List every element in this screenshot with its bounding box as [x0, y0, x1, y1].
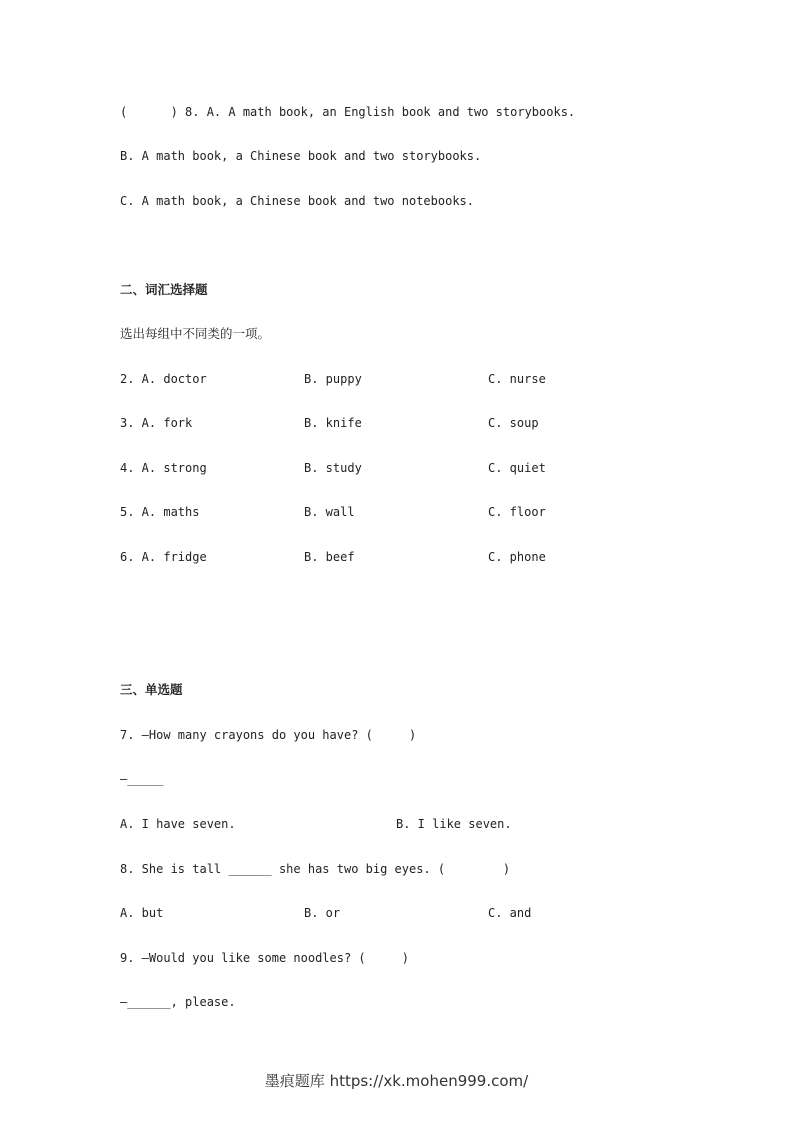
question-8-option-a: ( ) 8. A. A math book, an English book and two storybooks. — [120, 105, 576, 119]
option-c: C. quiet — [488, 461, 546, 475]
question-8-option-b: B. A math book, a Chinese book and two storybooks. — [120, 149, 482, 163]
question-8-option-c: C. A math book, a Chinese book and two notebooks. — [120, 194, 475, 208]
option-c: C. floor — [488, 505, 546, 519]
section-3-heading: 三、单选题 — [120, 682, 183, 697]
question-9-answer-blank: —______, please. — [120, 995, 236, 1009]
section-2-heading: 二、词汇选择题 — [120, 282, 208, 297]
option-b: B. puppy — [304, 372, 362, 386]
section-2-instruction: 选出每组中不同类的一项。 — [120, 326, 271, 341]
option-b: B. beef — [304, 550, 355, 564]
question-8: 8. She is tall ______ she has two big eyes. ( ) — [120, 862, 511, 876]
option-a: 4. A. strong — [120, 461, 207, 475]
option-c: C. nurse — [488, 372, 546, 386]
option-a: 5. A. maths — [120, 505, 200, 519]
option-c: C. phone — [488, 550, 546, 564]
question-7-option-b: B. I like seven. — [396, 817, 512, 831]
option-b: B. knife — [304, 416, 362, 430]
question-7: 7. —How many crayons do you have? ( ) — [120, 728, 417, 742]
option-b: B. wall — [304, 505, 355, 519]
question-9: 9. —Would you like some noodles? ( ) — [120, 951, 409, 965]
question-7-option-a: A. I have seven. — [120, 817, 236, 831]
option-a: 3. A. fork — [120, 416, 193, 430]
question-8-choice-a: A. but — [120, 906, 164, 920]
option-a: 6. A. fridge — [120, 550, 207, 564]
option-a: 2. A. doctor — [120, 372, 207, 386]
footer-watermark: 墨痕题库 https://xk.mohen999.com/ — [264, 1072, 529, 1090]
option-b: B. study — [304, 461, 362, 475]
option-c: C. soup — [488, 416, 539, 430]
question-8-choice-b: B. or — [304, 906, 341, 920]
question-7-answer-blank: —_____ — [120, 772, 164, 786]
question-8-choice-c: C. and — [488, 906, 532, 920]
